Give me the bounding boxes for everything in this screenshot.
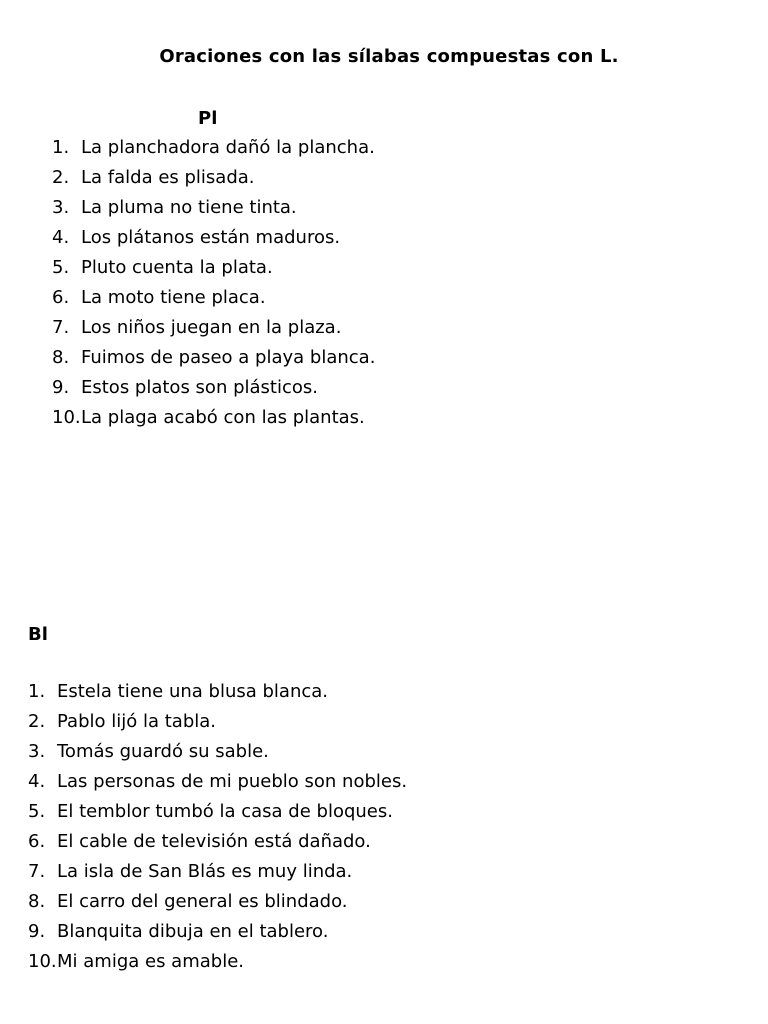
item-number: 7.	[28, 861, 46, 882]
item-number: 8.	[52, 347, 70, 368]
item-text: Los plátanos están maduros.	[81, 227, 341, 248]
item-text: Tomás guardó su sable.	[57, 741, 269, 762]
item-number: 8.	[28, 891, 46, 912]
item-text: La pluma no tiene tinta.	[81, 197, 297, 218]
item-text: Los niños juegan en la plaza.	[81, 317, 342, 338]
item-number: 2.	[52, 167, 70, 188]
item-number: 10.	[52, 407, 81, 428]
section-heading-bl: Bl	[28, 624, 48, 645]
item-number: 9.	[28, 921, 46, 942]
item-number: 2.	[28, 711, 46, 732]
item-text: El temblor tumbó la casa de bloques.	[57, 801, 393, 822]
item-number: 10.	[28, 951, 57, 972]
item-number: 9.	[52, 377, 70, 398]
item-text: La planchadora dañó la plancha.	[81, 137, 375, 158]
section-heading-pl: Pl	[198, 108, 218, 129]
item-number: 5.	[28, 801, 46, 822]
item-number: 4.	[52, 227, 70, 248]
item-text: Estela tiene una blusa blanca.	[57, 681, 329, 702]
item-number: 6.	[28, 831, 46, 852]
item-text: Las personas de mi pueblo son nobles.	[57, 771, 408, 792]
page-title: Oraciones con las sílabas compuestas con L.	[159, 46, 619, 67]
item-text: Pablo lijó la tabla.	[57, 711, 216, 732]
item-number: 5.	[52, 257, 70, 278]
item-number: 6.	[52, 287, 70, 308]
item-text: La plaga acabó con las plantas.	[81, 407, 365, 428]
item-number: 1.	[28, 681, 46, 702]
item-number: 3.	[28, 741, 46, 762]
item-text: Blanquita dibuja en el tablero.	[57, 921, 329, 942]
item-text: El cable de televisión está dañado.	[57, 831, 371, 852]
item-text: Estos platos son plásticos.	[81, 377, 318, 398]
item-number: 1.	[52, 137, 70, 158]
item-text: Fuimos de paseo a playa blanca.	[81, 347, 376, 368]
item-number: 3.	[52, 197, 70, 218]
item-text: Mi amiga es amable.	[57, 951, 244, 972]
item-text: La falda es plisada.	[81, 167, 255, 188]
item-text: La moto tiene placa.	[81, 287, 266, 308]
item-number: 4.	[28, 771, 46, 792]
item-text: El carro del general es blindado.	[57, 891, 348, 912]
item-text: Pluto cuenta la plata.	[81, 257, 273, 278]
item-number: 7.	[52, 317, 70, 338]
item-text: La isla de San Blás es muy linda.	[57, 861, 353, 882]
